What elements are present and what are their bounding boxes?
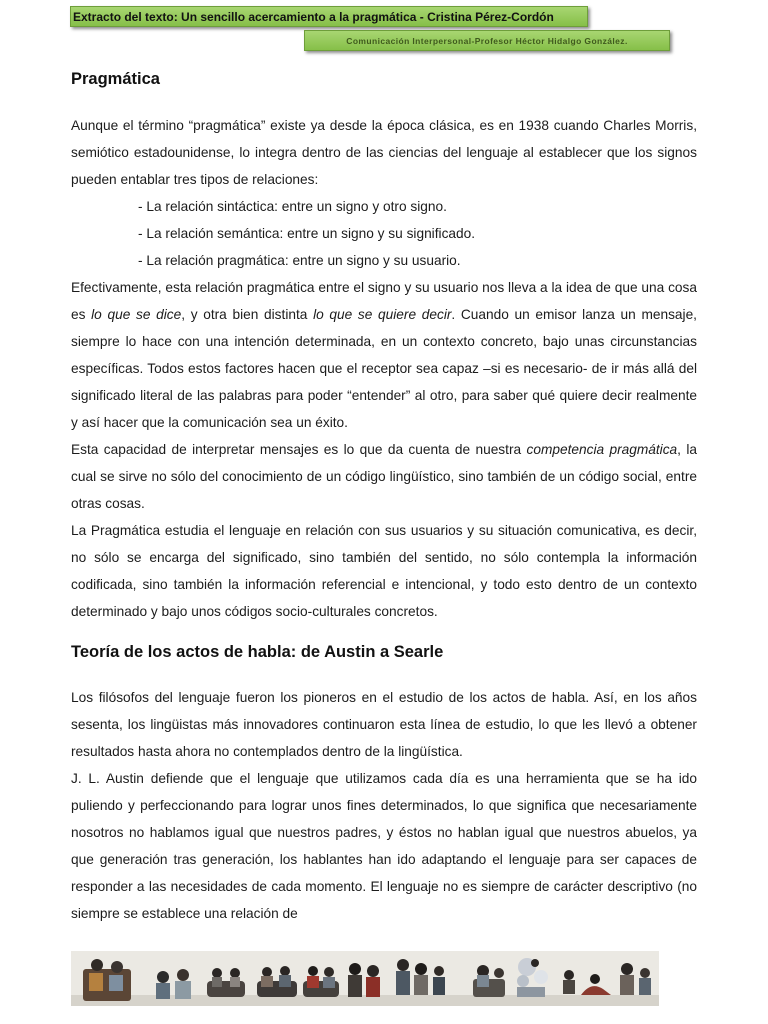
text-run: Esta capacidad de interpretar mensajes es lo que da cuenta de nuestra [71,442,527,457]
people-illustration-graphic [71,951,659,1006]
list-item: - La relación pragmática: entre un signo y su usuario. [138,253,461,268]
paragraph: Los filósofos del lenguaje fueron los pioneros en el estudio de los actos de habla. Así, en los años sesenta, los lingüistas más innovadores continuaron esta línea de estudio, lo que les llevó a obtener resultados hasta ahora no contemplados dentro de la lingüística. [71,690,697,759]
text-run: , y otra bien distinta [181,307,314,322]
relations-list [71,193,697,274]
document-title: Extracto del texto: Un sencillo acercamiento a la pragmática - Cristina Pérez-Cordón [73,10,554,24]
document-body [71,64,697,927]
italic-phrase: lo que se quiere decir [313,307,452,322]
paragraph: Aunque el término “pragmática” existe ya desde la época clásica, es en 1938 cuando Charles Morris, semiótico estadounidense, lo integra dentro de las ciencias del lenguaje al establecer que los signos pueden entablar tres tipos de relaciones: [71,118,697,187]
course-banner [304,30,670,51]
list-item: - La relación semántica: entre un signo y su significado. [138,226,476,241]
paragraph: La Pragmática estudia el lenguaje en relación con sus usuarios y su situación comunicativa, es decir, no sólo se encarga del significado, sino también del sentido, no sólo contempla la información codificada, sino también la información referencial e intencional, y todo esto dentro de un contexto determinado y bajo unos códigos socio-culturales concretos. [71,523,697,619]
list-item: - La relación sintáctica: entre un signo y otro signo. [138,199,447,214]
paragraph [71,274,697,436]
text-run: . Cuando un emisor lanza un mensaje, siempre lo hace con una intención determinada, en un contexto concreto, bajo unas circunstancias específicas. Todos estos factores hacen que el receptor sea capaz –si es necesario- de ir más allá del significado literal de las palabras para poder “entender” al otro, para saber qué quiere decir realmente y así hacer que la comunicación sea un éxito. [71,307,697,430]
text-run: Efectivamente, esta relación pragmática entre el signo y su usuario nos lleva a la idea de que una cosa es [71,280,697,322]
italic-phrase: competencia pragmática [526,442,678,457]
people-silhouettes-illustration [71,951,659,1006]
section-heading-pragmatica: Pragmática [71,70,160,88]
course-title: Comunicación Interpersonal-Profesor Héctor Hidalgo González. [346,36,628,46]
text-run: , la cual se sirve no sólo del conocimiento de un código lingüístico, sino también de un código social, entre otras cosas. [71,442,697,511]
paragraph [71,436,697,517]
italic-phrase: lo que se dice [91,307,182,322]
paragraph: J. L. Austin defiende que el lenguaje que utilizamos cada día es una herramienta que se ha ido puliendo y perfeccionando para lograr unos fines determinados, lo que significa que necesariamente nosotros no hablamos igual que nuestros padres, y éstos no hablan igual que nuestros abuelos, ya que generación tras generación, los hablantes han ido adaptando el lenguaje para ser capaces de responder a las necesidades de cada momento. El lenguaje no es siempre de carácter descriptivo (no siempre se establece una relación de [71,771,697,921]
section-heading-actos-de-habla: Teoría de los actos de habla: de Austin a Searle [71,643,444,661]
document-title-banner [70,6,588,27]
